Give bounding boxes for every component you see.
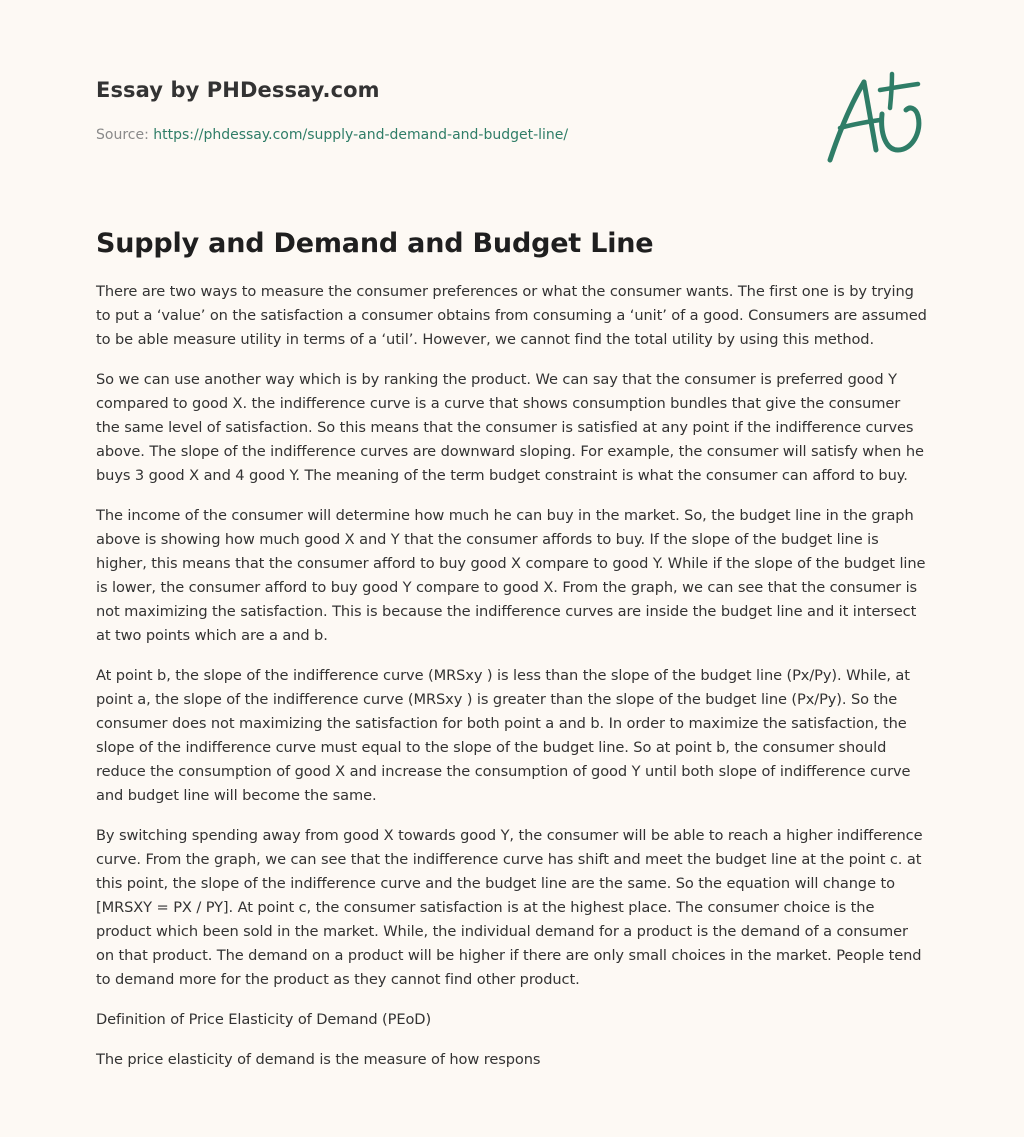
paragraph: So we can use another way which is by ranking the product. We can say that the consumer is preferred good Y compared to good X. the indifference curve is a curve that shows consumption bundles that give the consumer the same level of satisfaction. So this means that the consumer is satisfied at any point if the indifference curves above. The slope of the indifference curves are downward sloping. For example, the consumer will satisfy when he buys 3 good X and 4 good Y. The meaning of the term budget constraint is what the consumer can afford to buy. bbox=[96, 371, 924, 484]
page-header bbox=[96, 76, 816, 144]
paragraph: At point b, the slope of the indifference curve (MRSxy ) is less than the slope of the budget line (Px/Py). While, at point a, the slope of the indifference curve (MRSxy ) is greater than the slope of the budget line (Px/Py). So the consumer does not maximizing the satisfaction for both point a and b. In order to maximize the satisfaction, the slope of the indifference curve must equal to the slope of the budget line. So at point b, the consumer should reduce the consumption of good X and increase the consumption of good Y until both slope of indifference curve and budget line will become the same. bbox=[96, 667, 911, 804]
paragraph: By switching spending away from good X towards good Y, the consumer will be able to reach a higher indifference curve. From the graph, we can see that the indifference curve has shift and meet the budget line at the point c. at this point, the slope of the indifference curve and the budget line are the same. So the equation will change to [MRSXY = PX / PY]. At point c, the consumer satisfaction is at the highest place. The consumer choice is the product which been sold in the market. While, the individual demand for a product is the demand of a consumer on that product. The demand on a product will be higher if there are only small choices in the market. People tend to demand more for the product as they cannot find other product. bbox=[96, 827, 923, 988]
source-line bbox=[96, 126, 816, 144]
essay-title: Supply and Demand and Budget Line bbox=[96, 228, 654, 259]
section-heading: Definition of Price Elasticity of Demand (PEoD) bbox=[96, 1011, 432, 1028]
source-link[interactable]: https://phdessay.com/supply-and-demand-and-budget-line/ bbox=[153, 127, 569, 143]
paragraph: There are two ways to measure the consumer preferences or what the consumer wants. The first one is by trying to put a ‘value’ on the satisfaction a consumer obtains from consuming a ‘unit’ of a good. Consumers are assumed to be able measure utility in terms of a ‘util’. However, we cannot find the total utility by using this method. bbox=[96, 283, 927, 348]
a-plus-logo-icon bbox=[820, 68, 930, 168]
paragraph: The income of the consumer will determine how much he can buy in the market. So, the budget line in the graph above is showing how much good X and Y that the consumer affords to buy. If the slope of the budget line is higher, this means that the consumer afford to buy good X compare to good Y. While if the slope of the budget line is lower, the consumer afford to buy good Y compare to good X. From the graph, we can see that the consumer is not maximizing the satisfaction. This is because the indifference curves are inside the budget line and it intersect at two points which are a and b. bbox=[96, 507, 926, 644]
essay-article bbox=[96, 226, 928, 1088]
source-label: Source: bbox=[96, 127, 149, 143]
paragraph-truncated: The price elasticity of demand is the measure of how respons bbox=[96, 1051, 541, 1068]
brand-title: Essay by PHDessay.com bbox=[96, 78, 380, 102]
